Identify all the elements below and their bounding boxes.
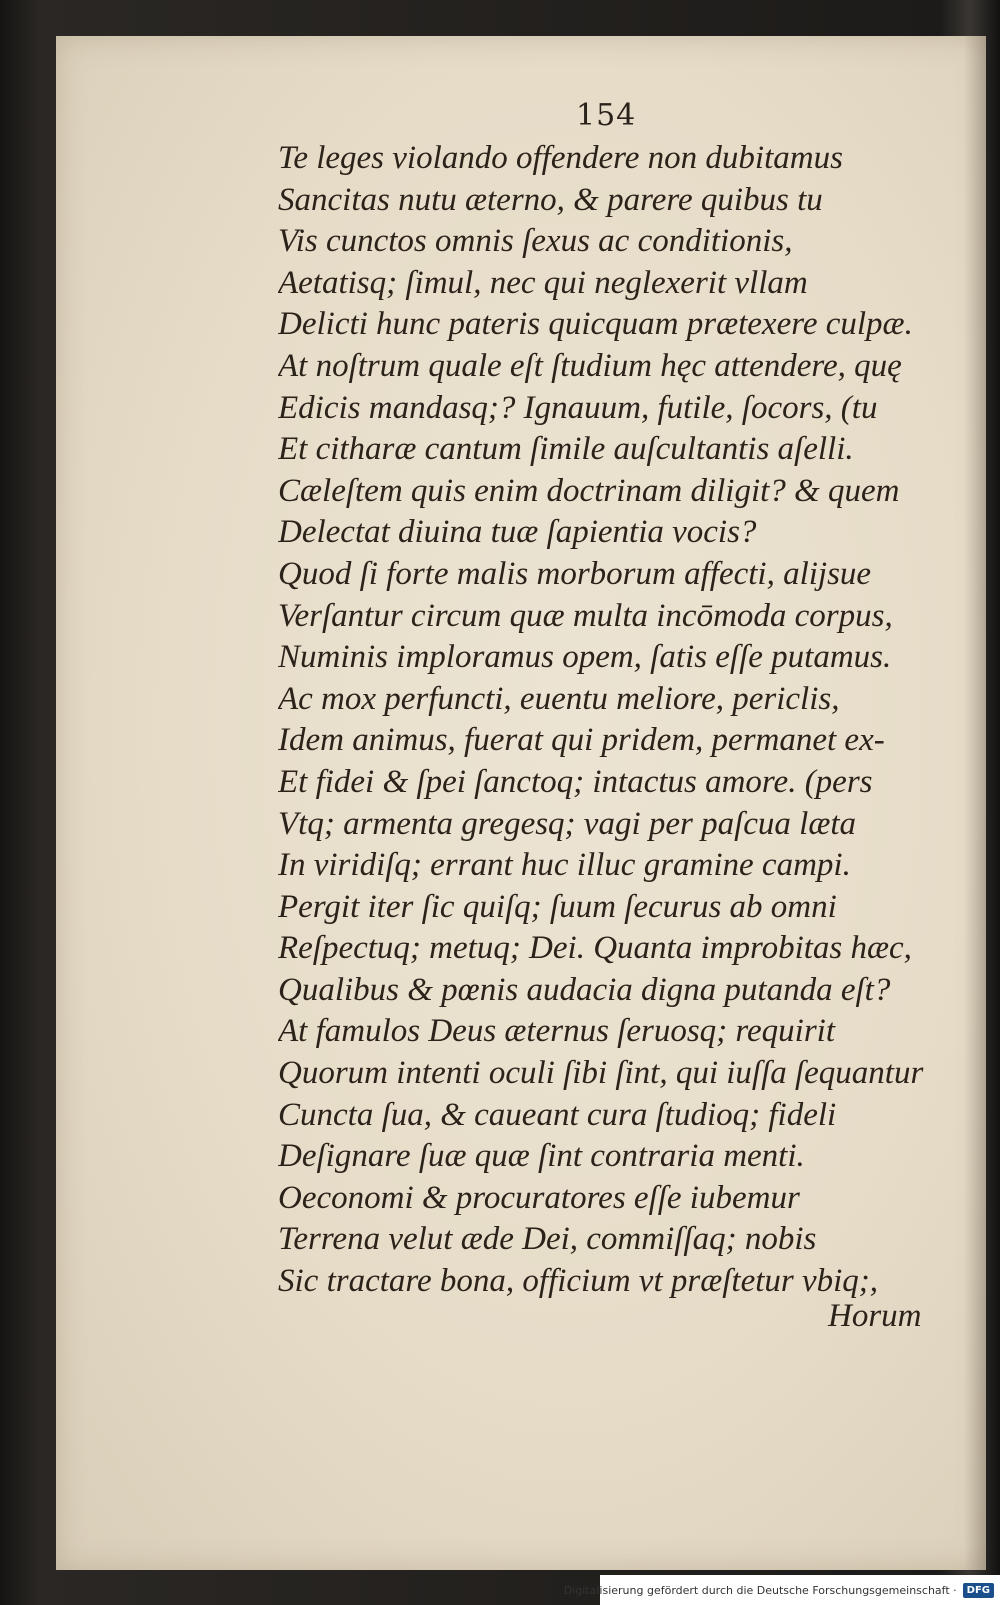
verse-line: Oeconomi & procuratores eſſe iubemur bbox=[278, 1179, 800, 1216]
verse-line: In viridiſq; errant huc illuc gramine campi. bbox=[278, 847, 851, 884]
digitization-credit-bar bbox=[563, 1575, 1000, 1605]
verse-line: Te leges violando offendere non dubitamus bbox=[278, 140, 843, 176]
verse-line: Vtq; armenta gregesq; vagi per paſcua læta bbox=[278, 805, 857, 842]
verse-line: Ac mox perfuncti, euentu meliore, periclis, bbox=[278, 680, 840, 717]
verse-line: Qualibus & pœnis audacia digna putanda eſt? bbox=[278, 971, 891, 1008]
verse-line: At famulos Deus æternus ſeruosq; requirit bbox=[278, 1013, 836, 1050]
verse-line: Vis cunctos omnis ſexus ac conditionis, bbox=[278, 223, 793, 260]
verse-line: Numinis imploramus opem, ſatis eſſe putamus. bbox=[278, 639, 892, 676]
verse-line: Aetatisq; ſimul, nec qui neglexerit vllam bbox=[278, 264, 808, 301]
verse-line: Delectat diuina tuæ ſapientia vocis? bbox=[278, 514, 757, 551]
verse-line: Deſignare ſuæ quæ ſint contraria menti. bbox=[278, 1138, 805, 1175]
verse-line: Et fidei & ſpei ſanctoq; intactus amore. (pers bbox=[278, 763, 873, 800]
verse-line: Cæleſtem quis enim doctrinam diligit? & quem bbox=[278, 472, 900, 509]
funding-credit: Digitalisierung gefördert durch die Deutsche Forschungsgemeinschaft · bbox=[563, 1583, 957, 1597]
verse-line: Pergit iter ſic quiſq; ſuum ſecurus ab omni bbox=[278, 888, 837, 925]
verse-line: Reſpectuq; metuq; Dei. Quanta improbitas hæc, bbox=[278, 930, 912, 967]
verse-line: Edicis mandasq;? Ignauum, futile, ſocors, (tu bbox=[278, 389, 878, 426]
verse-line: Cuncta ſua, & caueant cura ſtudioq; fideli bbox=[278, 1096, 837, 1133]
verse-line: Delicti hunc pateris quicquam prætexere culpæ. bbox=[278, 306, 913, 343]
verse-line: Sancitas nutu æterno, & parere quibus tu bbox=[278, 181, 823, 218]
verse-line: At noſtrum quale eſt ſtudium hęc attendere, quę bbox=[278, 347, 902, 384]
verse-line: Verſantur circum quæ multa incōmoda corpus, bbox=[278, 597, 893, 634]
verse-line: Sic tractare bona, officium vt præſtetur vbiq;, bbox=[278, 1263, 879, 1300]
verse-line: Quod ſi forte malis morborum affecti, alijsue bbox=[278, 555, 872, 592]
dfg-logo-icon: DFG bbox=[963, 1583, 994, 1598]
page-number: 154 bbox=[576, 98, 637, 133]
verse-line: Idem animus, fuerat qui pridem, permanet ex- bbox=[278, 722, 885, 759]
book-page bbox=[56, 36, 986, 1570]
catchword: Horum bbox=[828, 1298, 922, 1334]
verse-line: Et citharæ cantum ſimile auſcultantis aſelli. bbox=[278, 431, 854, 468]
verse-line: Quorum intenti oculi ſibi ſint, qui iuſſa ſequantur bbox=[278, 1055, 924, 1092]
verse-text-block bbox=[278, 138, 968, 1303]
verse-line: Terrena velut æde Dei, commiſſaq; nobis bbox=[278, 1221, 817, 1258]
